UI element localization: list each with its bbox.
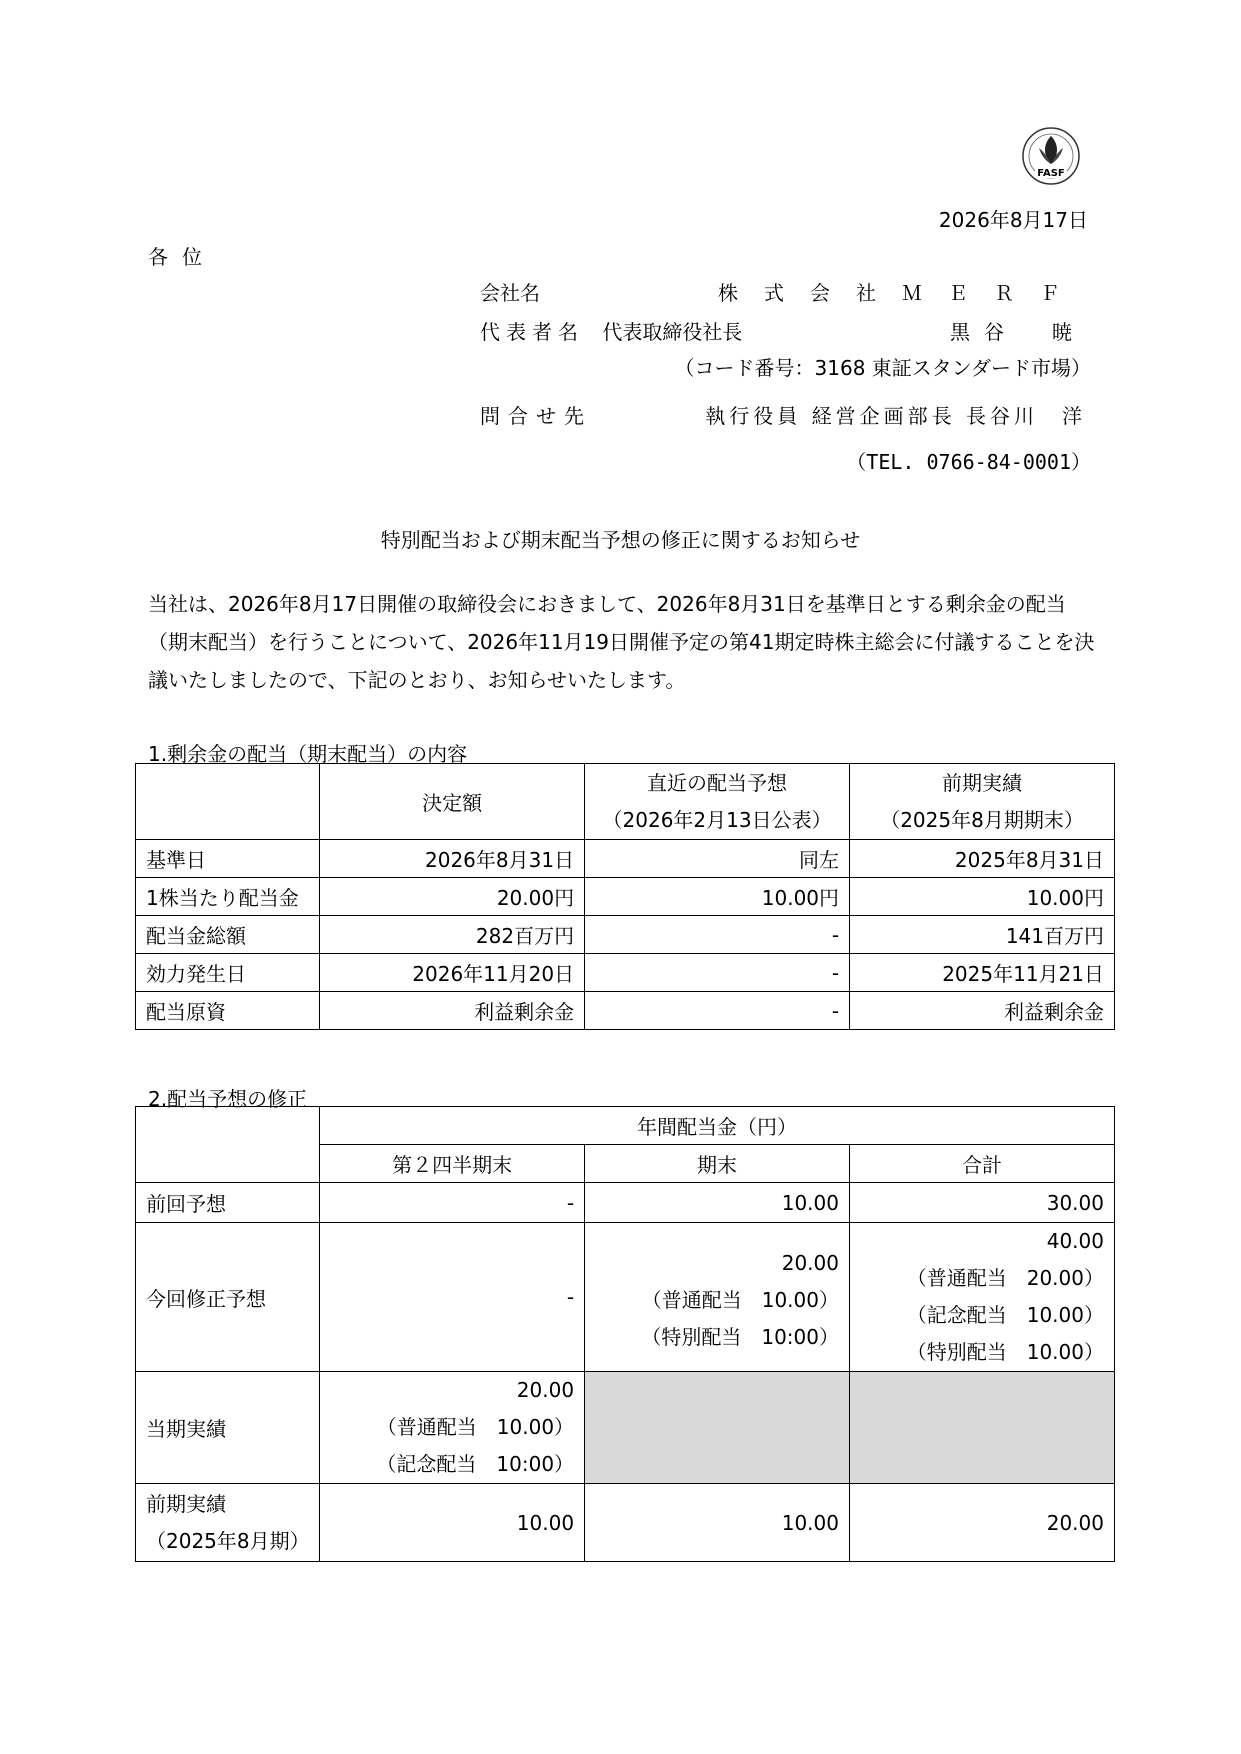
cell-recent: -: [585, 992, 850, 1030]
cell-decided: 20.00円: [320, 878, 585, 916]
cell-prev: 10.00円: [850, 878, 1115, 916]
cell-recent: 10.00円: [585, 878, 850, 916]
table-row: [136, 1372, 1115, 1484]
body-text: 当社は、2026年8月17日開催の取締役会におきまして、2026年8月31日を基準日とする剰余金の配当（期末配当）を行うことについて、2026年11月19日開催予定の第41期定時株主総会に付議することを決議いたしましたので、下記のとおり、お知らせいたします。: [148, 592, 1095, 692]
section2-heading: 2.配当予想の修正: [148, 1087, 308, 1111]
cell-year-end-special: （特別配当 10:00）: [641, 1324, 839, 1349]
cell-year-end: 20.00: [781, 1250, 839, 1275]
table-row: [136, 916, 1115, 954]
cell-q2: -: [320, 1183, 585, 1223]
cell-total-ordinary: （普通配当 20.00）: [906, 1266, 1104, 1290]
cell-recent: -: [585, 954, 850, 992]
row-label: 配当金総額: [136, 916, 320, 954]
cell-year-end-shaded: [585, 1372, 850, 1484]
company-name: 株式会社ＭＥＲＦ: [718, 281, 1086, 305]
header-prev-sub: （2025年8月期期末）: [880, 807, 1084, 832]
cell-decided: 2026年8月31日: [320, 840, 585, 878]
addressee: 各位: [148, 245, 216, 269]
table-row: [136, 878, 1115, 916]
cell-q2: -: [320, 1223, 585, 1372]
cell-q2-ordinary: （普通配当 10.00）: [376, 1415, 575, 1439]
table-row: [136, 992, 1115, 1030]
header-prev: 前期実績: [942, 770, 1023, 795]
document-title: 特別配当および期末配当予想の修正に関するお知らせ: [380, 528, 861, 552]
row-label: 前回予想: [136, 1183, 320, 1223]
cell-recent: -: [585, 916, 850, 954]
cell-total-special: （特別配当 10.00）: [906, 1340, 1104, 1364]
dividend-forecast-table: [135, 1106, 1115, 1562]
row-label: 今回修正予想: [136, 1223, 320, 1372]
header-annual-dividend: 年間配当金（円）: [320, 1107, 1115, 1145]
contact-tel: （TEL. 0766-84-0001）: [846, 450, 1091, 474]
cell-prev: 2025年11月21日: [850, 954, 1115, 992]
cell-prev: 2025年8月31日: [850, 840, 1115, 878]
cell-decided: 利益剰余金: [320, 992, 585, 1030]
table-row: [136, 1223, 1115, 1372]
cell-decided: 282百万円: [320, 916, 585, 954]
header-total: 合計: [850, 1145, 1115, 1183]
rep-label: 代表者名: [480, 320, 584, 344]
company-name-line: [480, 277, 1086, 306]
contact-line: [480, 400, 1086, 429]
cell-year-end: 10.00: [585, 1183, 850, 1223]
cell-prev: 利益剰余金: [850, 992, 1115, 1030]
table-row: [136, 954, 1115, 992]
table-row: [136, 1484, 1115, 1562]
cell-prev: 141百万円: [850, 916, 1115, 954]
row-label: 効力発生日: [136, 954, 320, 992]
rep-name: 黒谷 暁: [950, 320, 1086, 344]
logo-text: FASF: [1037, 168, 1065, 179]
cell-recent: 同左: [585, 840, 850, 878]
cell-q2: 10.00: [320, 1484, 585, 1562]
contact-person: 執行役員 経営企画部長 長谷川 洋: [705, 404, 1086, 428]
header-year-end: 期末: [585, 1145, 850, 1183]
cell-total-shaded: [850, 1372, 1115, 1484]
cell-year-end-ordinary: （普通配当 10.00）: [641, 1287, 839, 1312]
section1-heading: 1.剰余金の配当（期末配当）の内容: [148, 742, 468, 766]
header-decided: 決定額: [320, 764, 585, 840]
cell-year-end: 10.00: [585, 1484, 850, 1562]
fasf-logo: [1021, 126, 1081, 190]
representative-line: [480, 316, 1086, 345]
row-label: 前期実績: [146, 1491, 226, 1516]
rep-title: 代表取締役社長: [602, 320, 743, 344]
row-label: 配当原資: [136, 992, 320, 1030]
row-label: 基準日: [136, 840, 320, 878]
cell-total: 40.00: [1046, 1229, 1104, 1253]
cell-total: 30.00: [850, 1183, 1115, 1223]
header-q2: 第２四半期末: [320, 1145, 585, 1183]
table-row: [136, 1183, 1115, 1223]
stock-code: （コード番号：3168 東証スタンダード市場）: [674, 356, 1091, 380]
cell-q2: 20.00: [516, 1378, 575, 1402]
cell-total: 20.00: [850, 1484, 1115, 1562]
cell-total-commemorative: （記念配当 10.00）: [906, 1303, 1104, 1327]
contact-label: 問合せ先: [480, 404, 592, 428]
row-label: 1株当たり配当金: [136, 878, 320, 916]
table-row: [136, 840, 1115, 878]
row-label-sub: （2025年8月期）: [146, 1528, 310, 1553]
header-recent-sub: （2026年2月13日公表）: [602, 807, 832, 832]
issue-date: 2026年8月17日: [938, 208, 1088, 232]
dividend-details-table: [135, 763, 1115, 1030]
company-label: 会社名: [480, 281, 540, 305]
cell-q2-commemorative: （記念配当 10:00）: [376, 1452, 575, 1476]
header-recent: 直近の配当予想: [647, 770, 788, 795]
row-label: 当期実績: [136, 1372, 320, 1484]
cell-decided: 2026年11月20日: [320, 954, 585, 992]
